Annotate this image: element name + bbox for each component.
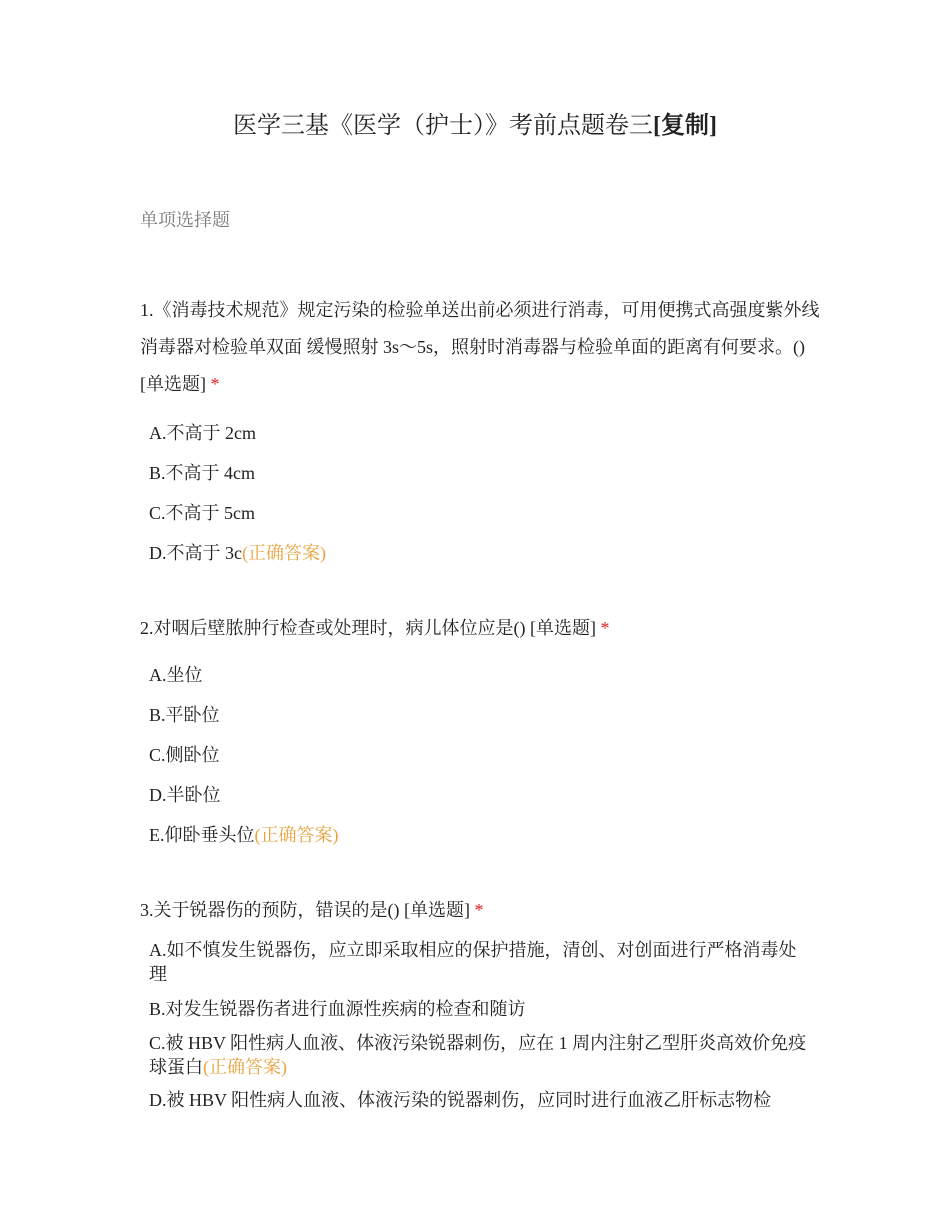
- page-title: 医学三基《医学（护士）》考前点题卷三[复制]: [233, 113, 717, 139]
- question-2-option-c[interactable]: C.侧卧位: [149, 745, 220, 765]
- required-marker: *: [210, 374, 220, 394]
- question-2-text: 2.对咽后壁脓肿行检查或处理时，病儿体位应是() [单选题] *: [140, 618, 610, 638]
- question-2-option-b[interactable]: B.平卧位: [149, 705, 220, 725]
- question-2-option-d[interactable]: D.半卧位: [149, 785, 221, 805]
- question-3-option-d[interactable]: D.被 HBV 阳性病人血液、体液污染的锐器刺伤，应同时进行血液乙肝标志物检: [149, 1090, 772, 1110]
- question-1-text: 1.《消毒技术规范》规定污染的检验单送出前必须进行消毒，可用便携式高强度紫外线消毒器对检验单双面 缓慢照射 3s～5s，照射时消毒器与检验单面的距离有何要求。() [单选题] *: [140, 300, 820, 394]
- correct-answer-label: (正确答案): [203, 1057, 287, 1077]
- question-1-option-d[interactable]: D.不高于 3c(正确答案): [149, 543, 326, 563]
- correct-answer-label: (正确答案): [242, 543, 326, 563]
- question-2-option-e[interactable]: E.仰卧垂头位(正确答案): [149, 825, 339, 845]
- required-marker: *: [474, 900, 484, 920]
- copy-tag: [复制]: [653, 113, 717, 139]
- question-2-option-a[interactable]: A.坐位: [149, 665, 203, 685]
- correct-answer-label: (正确答案): [254, 825, 339, 845]
- question-3-option-b[interactable]: B.对发生锐器伤者进行血源性疾病的检查和随访: [149, 999, 526, 1019]
- question-1-option-b[interactable]: B.不高于 4cm: [149, 463, 255, 483]
- required-marker: *: [600, 618, 610, 638]
- section-heading: 单项选择题: [140, 210, 230, 230]
- question-3-text: 3.关于锐器伤的预防，错误的是() [单选题] *: [140, 900, 484, 920]
- question-1-option-a[interactable]: A.不高于 2cm: [149, 423, 256, 443]
- question-3-option-c[interactable]: C.被 HBV 阳性病人血液、体液污染锐器刺伤，应在 1 周内注射乙型肝炎高效价免疫球蛋白(正确答案): [149, 1033, 807, 1077]
- question-1-option-c[interactable]: C.不高于 5cm: [149, 503, 255, 523]
- question-3-option-a[interactable]: A.如不慎发生锐器伤，应立即采取相应的保护措施，清创、对创面进行严格消毒处理: [149, 940, 797, 984]
